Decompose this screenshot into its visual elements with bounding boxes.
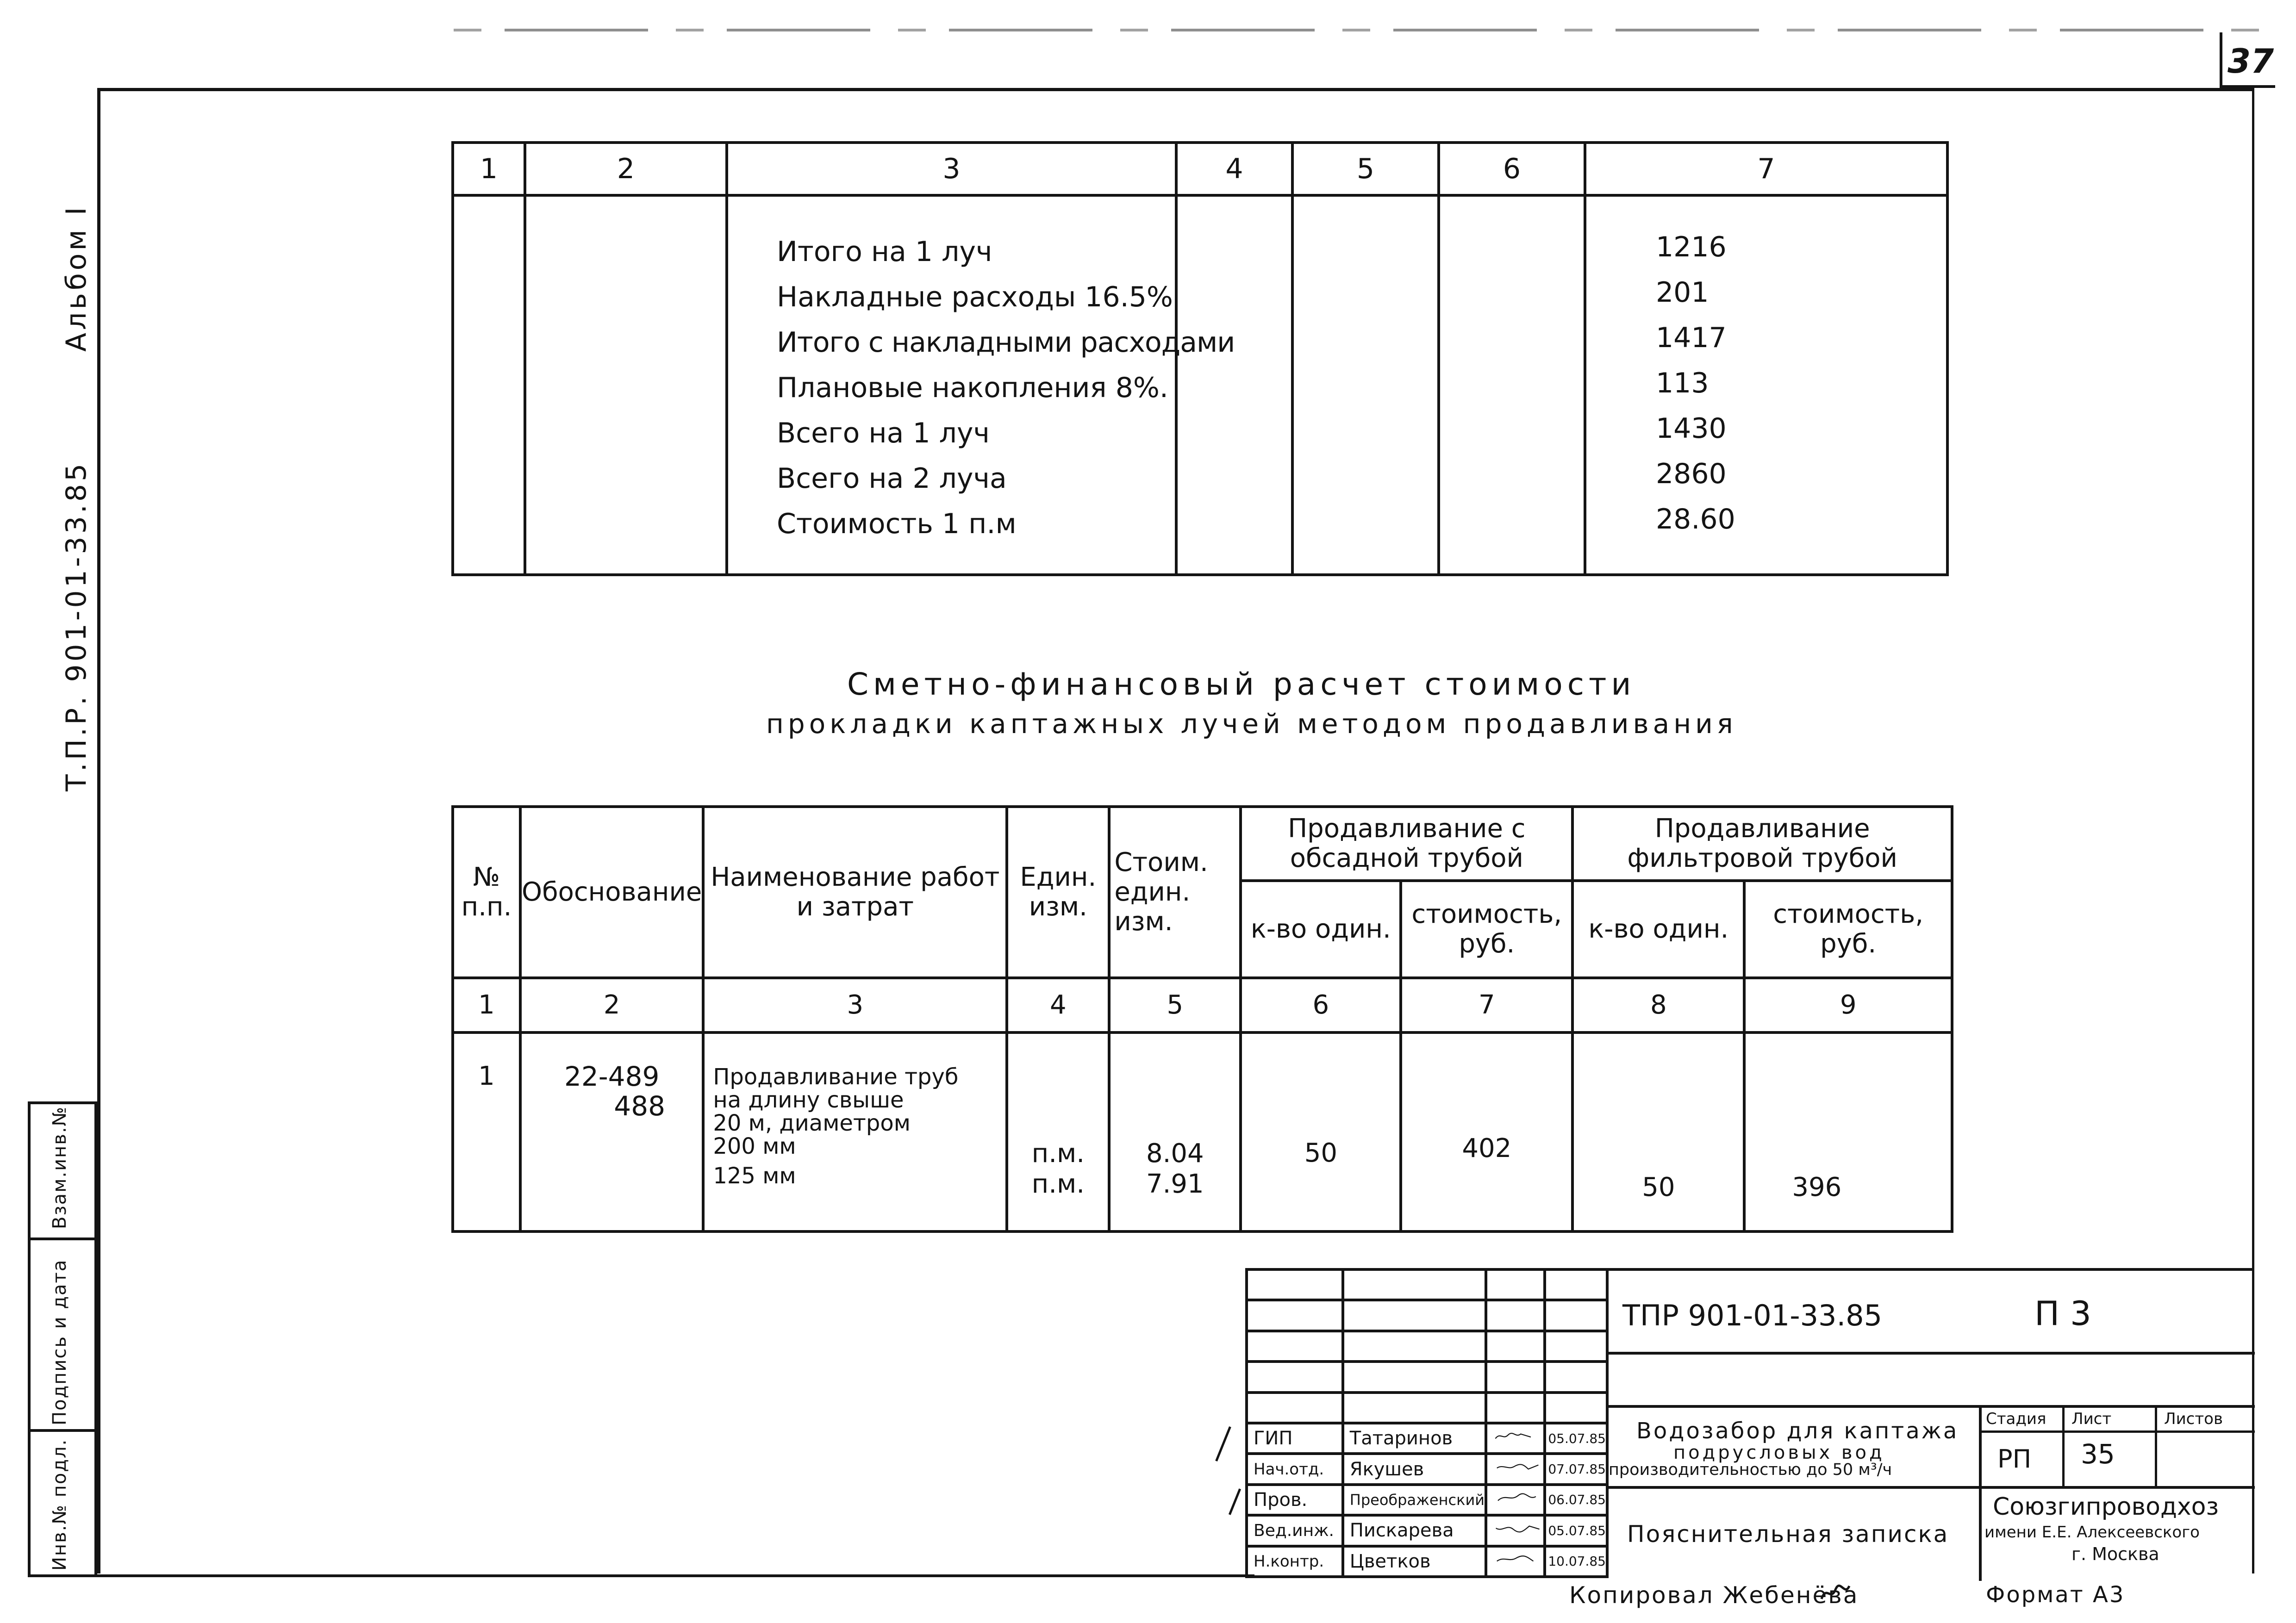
summary-label: Всего на 1 луч — [777, 417, 990, 449]
stamp-row-gip — [1247, 1423, 1607, 1454]
summary-label: Итого с накладными расходами — [777, 326, 1235, 359]
calc-header-filter-cost: стоимость, руб. — [1744, 881, 1952, 978]
signature-image — [1486, 1515, 1545, 1546]
calc-col-number: 5 — [1109, 978, 1241, 1032]
calc-col-number: 8 — [1572, 978, 1744, 1032]
calc-row-price-2: 7.91 — [1146, 1169, 1204, 1199]
stamp-doc-title: Пояснительная записка — [1627, 1521, 1949, 1548]
summary-col-1 — [453, 195, 525, 575]
calc-row-num: 1 — [478, 1061, 495, 1091]
summary-header-cell: 3 — [727, 143, 1176, 195]
calc-row-unit-1: п.м. — [1031, 1138, 1085, 1169]
calc-header-basis: Обоснование — [520, 807, 703, 978]
summary-value: 28.60 — [1656, 503, 1735, 535]
stamp-stage-label: Стадия — [1986, 1410, 2046, 1428]
summary-header-cell: 4 — [1176, 143, 1292, 195]
summary-label: Стоимость 1 п.м — [777, 508, 1017, 540]
stamp-date: 07.07.85 — [1545, 1454, 1607, 1484]
stamp-person-name: Татаринов — [1343, 1423, 1486, 1454]
stamp-row-check — [1247, 1485, 1607, 1515]
stamp-role: Вед.инж. — [1247, 1515, 1343, 1546]
stamp-project-title-3: производительностью до 50 м³/ч — [1609, 1461, 1892, 1479]
calc-table — [451, 805, 1953, 1233]
stamp-role: Пров. — [1247, 1485, 1343, 1515]
stamp-role: Н.контр. — [1247, 1546, 1343, 1577]
stamp-row-norm-control — [1247, 1546, 1607, 1577]
summary-col-2 — [525, 195, 727, 575]
calc-row-filter-qty: 50 — [1642, 1172, 1675, 1202]
side-box-replacement — [28, 1101, 97, 1240]
side-box-signature-label: Подпись и дата — [49, 1259, 70, 1425]
summary-col-6 — [1439, 195, 1585, 575]
stamp-code: ТПР 901-01-33.85 — [1622, 1299, 1883, 1332]
footer-copied-by: Копировал Жебенёва — [1569, 1582, 1859, 1609]
stamp-person-name: Цветков — [1343, 1546, 1486, 1577]
calc-row-name-1: Продавливание труб — [713, 1064, 959, 1090]
stamp-org-2: имени Е.Е. Алексеевского — [1984, 1523, 2200, 1542]
calc-row-name-2: на длину свыше — [713, 1087, 904, 1113]
stamp-project-title-1: Водозабор для каптажа — [1636, 1418, 1959, 1444]
stamp-hline-3 — [1609, 1486, 2255, 1489]
calc-col-number: 9 — [1744, 978, 1952, 1032]
calc-column-numbers-row — [453, 978, 1952, 1032]
stamp-person-name: Якушев — [1343, 1454, 1486, 1484]
side-box-inventory — [28, 1429, 97, 1577]
stamp-sheet-label: Лист — [2071, 1410, 2112, 1428]
calc-header-num: № п.п. — [453, 807, 520, 978]
stamp-vline-b — [2155, 1405, 2157, 1486]
calc-row-filter-cost: 396 — [1792, 1172, 1842, 1202]
signature-image — [1486, 1485, 1545, 1515]
calc-row-name-5: 125 мм — [713, 1163, 796, 1189]
stamp-sheets-label: Листов — [2164, 1410, 2223, 1428]
corner-sheet-number: 37 — [2227, 42, 2274, 81]
summary-label: Плановые накопления 8%. — [777, 372, 1168, 404]
summary-header-cell: 7 — [1585, 143, 1947, 195]
summary-value: 113 — [1656, 367, 1709, 399]
summary-table — [451, 141, 1949, 576]
summary-header-cell: 5 — [1292, 143, 1439, 195]
calc-header-row-1 — [453, 807, 1952, 881]
summary-header-cell: 1 — [453, 143, 525, 195]
stamp-date: 10.07.85 — [1545, 1546, 1607, 1577]
stamp-date: 06.07.85 — [1545, 1485, 1607, 1515]
summary-value: 1417 — [1656, 322, 1727, 354]
calc-row-basis-2: 488 — [614, 1090, 666, 1122]
calc-header-casing-group: Продавливание с обсадной трубой — [1241, 807, 1572, 881]
side-box-signature — [28, 1237, 97, 1432]
side-box-inventory-label: Инв.№ подл. — [49, 1438, 70, 1571]
summary-col-4 — [1176, 195, 1292, 575]
summary-col-5 — [1292, 195, 1439, 575]
calc-col-number: 2 — [520, 978, 703, 1032]
signature-image — [1486, 1454, 1545, 1484]
doc-code-vertical: Т.П.Р. 901-01-33.85 — [60, 460, 93, 791]
signature-image — [1486, 1423, 1545, 1454]
summary-value: 201 — [1656, 276, 1709, 309]
stamp-org-3: г. Москва — [2071, 1544, 2159, 1564]
scan-edge-line — [454, 29, 2259, 31]
summary-header-cell: 2 — [525, 143, 727, 195]
stamp-date: 05.07.85 — [1545, 1423, 1607, 1454]
summary-value: 1216 — [1656, 231, 1727, 263]
calc-header-filter-group: Продавливание фильтровой трубой — [1572, 807, 1952, 881]
calc-row-price-1: 8.04 — [1146, 1138, 1204, 1169]
stamp-role: ГИП — [1247, 1423, 1343, 1454]
stamp-row-lead-eng — [1247, 1515, 1607, 1546]
stamp-hline-1 — [1609, 1352, 2255, 1355]
summary-label: Накладные расходы 16.5% — [777, 281, 1173, 313]
stamp-sheet-mark: П 3 — [2034, 1294, 2091, 1333]
signature-image — [1486, 1546, 1545, 1577]
calc-row-basis-cell — [520, 1032, 703, 1231]
stamp-project-title-2: подрусловых вод — [1673, 1442, 1885, 1463]
summary-header-row — [453, 143, 1947, 195]
stamp-org-1: Союзгипроводхоз — [1993, 1493, 2219, 1521]
stamp-people-grid — [1245, 1268, 1609, 1578]
frame-bottom-line — [97, 1574, 1254, 1577]
calc-row-filter-qty-cell — [1572, 1032, 1744, 1231]
stamp-hline-2 — [1609, 1405, 2255, 1408]
footer-format: Формат А3 — [1986, 1582, 2125, 1608]
calc-row-basis-1: 22-489 — [564, 1061, 660, 1092]
album-label: Альбом I — [60, 204, 93, 352]
summary-label: Всего на 2 луча — [777, 462, 1007, 495]
footer-initials-signature — [1819, 1580, 1852, 1604]
calc-row-price-cell — [1109, 1032, 1241, 1231]
summary-labels-cell — [727, 195, 1235, 575]
calc-row-num-cell — [453, 1032, 520, 1231]
calc-col-number: 7 — [1401, 978, 1572, 1032]
calc-row-name-cell — [703, 1032, 1007, 1231]
calc-row-casing-cost-cell — [1401, 1032, 1572, 1231]
calc-col-number: 6 — [1241, 978, 1401, 1032]
calc-row-unit-2: п.м. — [1031, 1169, 1085, 1199]
section-title-line-1: Сметно-финансовый расчет стоимости — [847, 666, 1636, 702]
calc-header-unit-cost: Стоим. един. изм. — [1109, 807, 1241, 978]
calc-row-filter-cost-cell — [1744, 1032, 1952, 1231]
calc-col-number: 3 — [703, 978, 1007, 1032]
stamp-person-name: Преображенский — [1343, 1485, 1486, 1515]
calc-col-number: 4 — [1007, 978, 1109, 1032]
stamp-sheet: 35 — [2081, 1438, 2115, 1470]
summary-body-row — [453, 195, 1947, 575]
summary-value: 1430 — [1656, 412, 1727, 445]
calc-col-number: 1 — [453, 978, 520, 1032]
stamp-small-hline — [1979, 1430, 2255, 1433]
calc-row-unit-cell — [1007, 1032, 1109, 1231]
calc-header-casing-qty: к-во один. — [1241, 881, 1401, 978]
stamp-person-name: Пискарева — [1343, 1515, 1486, 1546]
stamp-vline-a — [2062, 1405, 2065, 1486]
calc-row-name-4: 200 мм — [713, 1133, 796, 1159]
summary-label: Итого на 1 луч — [777, 236, 992, 268]
section-title-line-2: прокладки каптажных лучей методом продавливания — [766, 708, 1737, 740]
title-block — [1245, 1268, 2252, 1578]
calc-header-name: Наименование работ и затрат — [703, 807, 1007, 978]
calc-row-casing-cost: 402 — [1462, 1133, 1512, 1163]
calc-row-name-3: 20 м, диаметром — [713, 1110, 911, 1136]
side-box-replacement-label: Взам.инв.№ — [49, 1106, 70, 1229]
summary-values-cell — [1585, 195, 1947, 575]
calc-header-filter-qty: к-во один. — [1572, 881, 1744, 978]
calc-row-casing-qty: 50 — [1304, 1138, 1337, 1168]
calc-data-row — [453, 1032, 1952, 1231]
stamp-row-head — [1247, 1454, 1607, 1484]
calc-row-casing-qty-cell — [1241, 1032, 1401, 1231]
stamp-date: 05.07.85 — [1545, 1515, 1607, 1546]
summary-header-cell: 6 — [1439, 143, 1585, 195]
stamp-right-area — [1606, 1268, 2252, 1578]
calc-header-casing-cost: стоимость, руб. — [1401, 881, 1572, 978]
stamp-role: Нач.отд. — [1247, 1454, 1343, 1484]
calc-header-unit: Един. изм. — [1007, 807, 1109, 978]
stamp-stage: РП — [1997, 1444, 2032, 1474]
summary-value: 2860 — [1656, 458, 1727, 490]
